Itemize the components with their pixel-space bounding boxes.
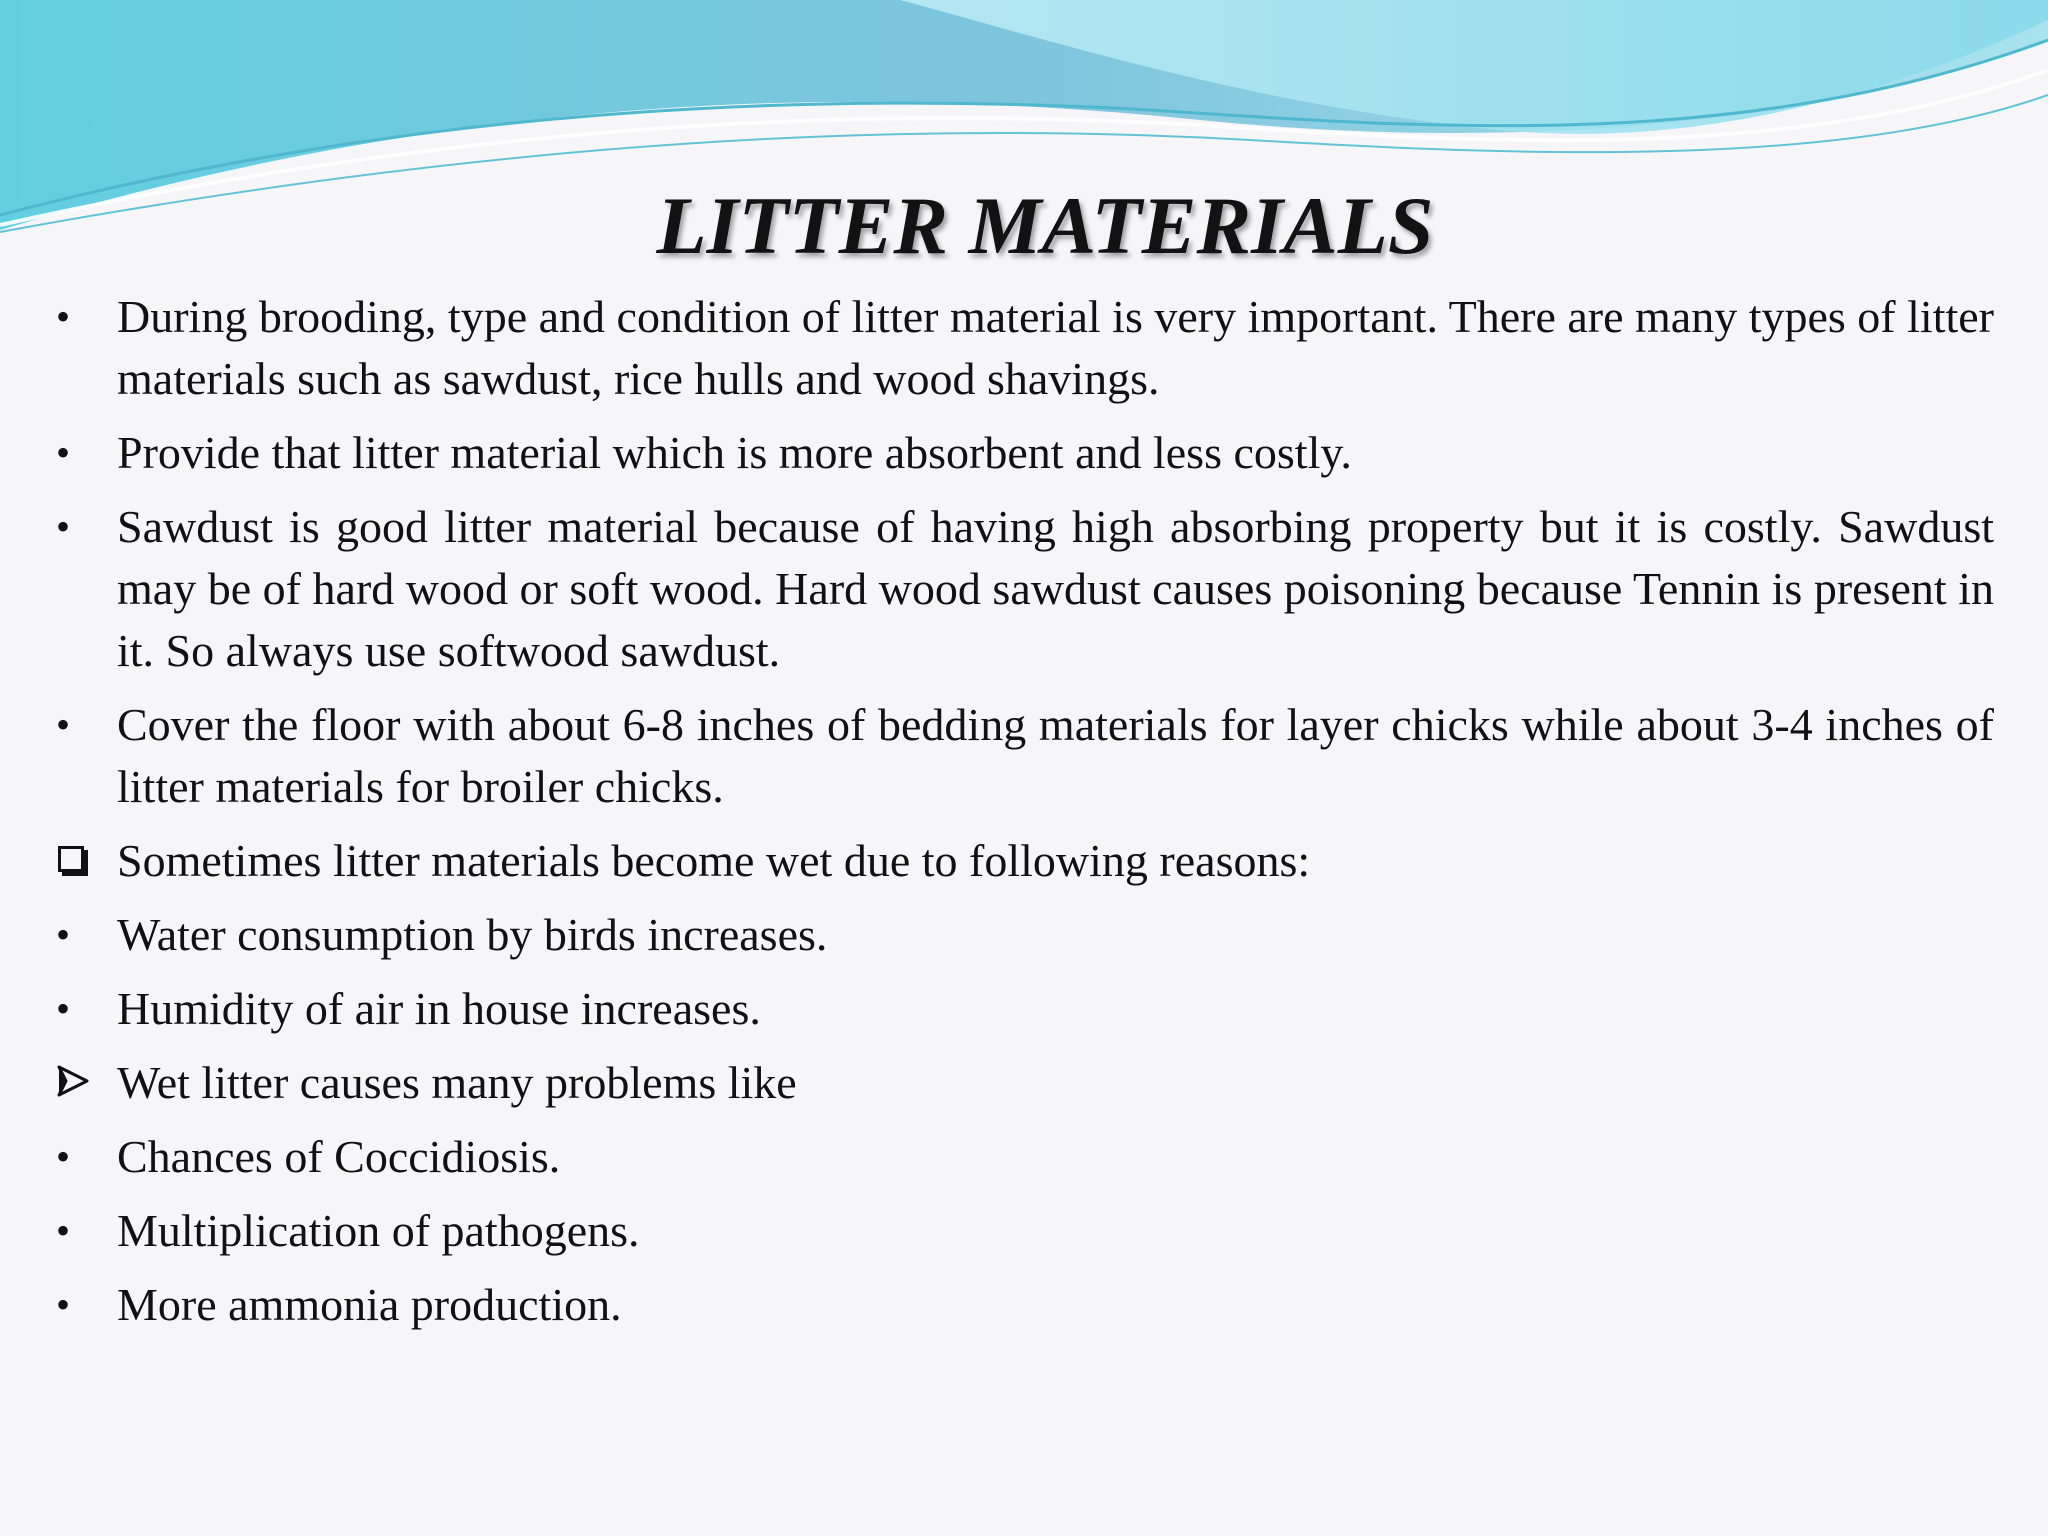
slide-title: LITTER MATERIALS <box>656 180 1434 271</box>
list-item-text: Multiplication of pathogens. <box>117 1205 640 1256</box>
list-item-text: Sawdust is good litter material because of having high absorbing property but it is costly. Sawdust may be of hard wood or soft wood. Hard wood sawdust causes poisoning because Tennin is present in it. So always use softwood sawdust. <box>117 501 1994 676</box>
bullet-icon: • <box>56 986 71 1031</box>
bullet-icon: • <box>56 430 71 475</box>
list-item <box>52 1126 1994 1188</box>
list-item <box>52 978 1994 1040</box>
arrow-bullet-icon <box>56 1064 90 1098</box>
list-item <box>52 286 1994 410</box>
bullet-icon: • <box>56 912 71 957</box>
list-item-text: More ammonia production. <box>117 1279 622 1330</box>
bullet-icon: • <box>56 1134 71 1179</box>
list-item-text: Humidity of air in house increases. <box>117 983 761 1034</box>
list-item <box>52 496 1994 682</box>
list-item <box>52 422 1994 484</box>
bullet-icon: • <box>56 702 71 747</box>
list-item-text: Provide that litter material which is more absorbent and less costly. <box>117 427 1352 478</box>
list-item-text: Water consumption by birds increases. <box>117 909 828 960</box>
list-item <box>52 1200 1994 1262</box>
list-item-text: Sometimes litter materials become wet due to following reasons: <box>117 835 1311 886</box>
bullet-list <box>52 286 1994 1348</box>
bullet-icon: • <box>56 294 71 339</box>
list-item <box>52 1274 1994 1336</box>
list-item-text: Cover the floor with about 6-8 inches of bedding materials for layer chicks while about 3-4 inches of litter materials for broiler chicks. <box>117 699 1994 812</box>
checkbox-bullet-icon <box>58 846 84 872</box>
list-item-text: During brooding, type and condition of litter material is very important. There are many types of litter materials such as sawdust, rice hulls and wood shavings. <box>117 291 1994 404</box>
bullet-icon: • <box>56 1282 71 1327</box>
bullet-icon: • <box>56 504 71 549</box>
bullet-icon: • <box>56 1208 71 1253</box>
list-item-text: Wet litter causes many problems like <box>117 1057 797 1108</box>
list-item <box>52 1052 1994 1114</box>
list-item <box>52 830 1994 892</box>
list-item <box>52 694 1994 818</box>
list-item <box>52 904 1994 966</box>
list-item-text: Chances of Coccidiosis. <box>117 1131 561 1182</box>
